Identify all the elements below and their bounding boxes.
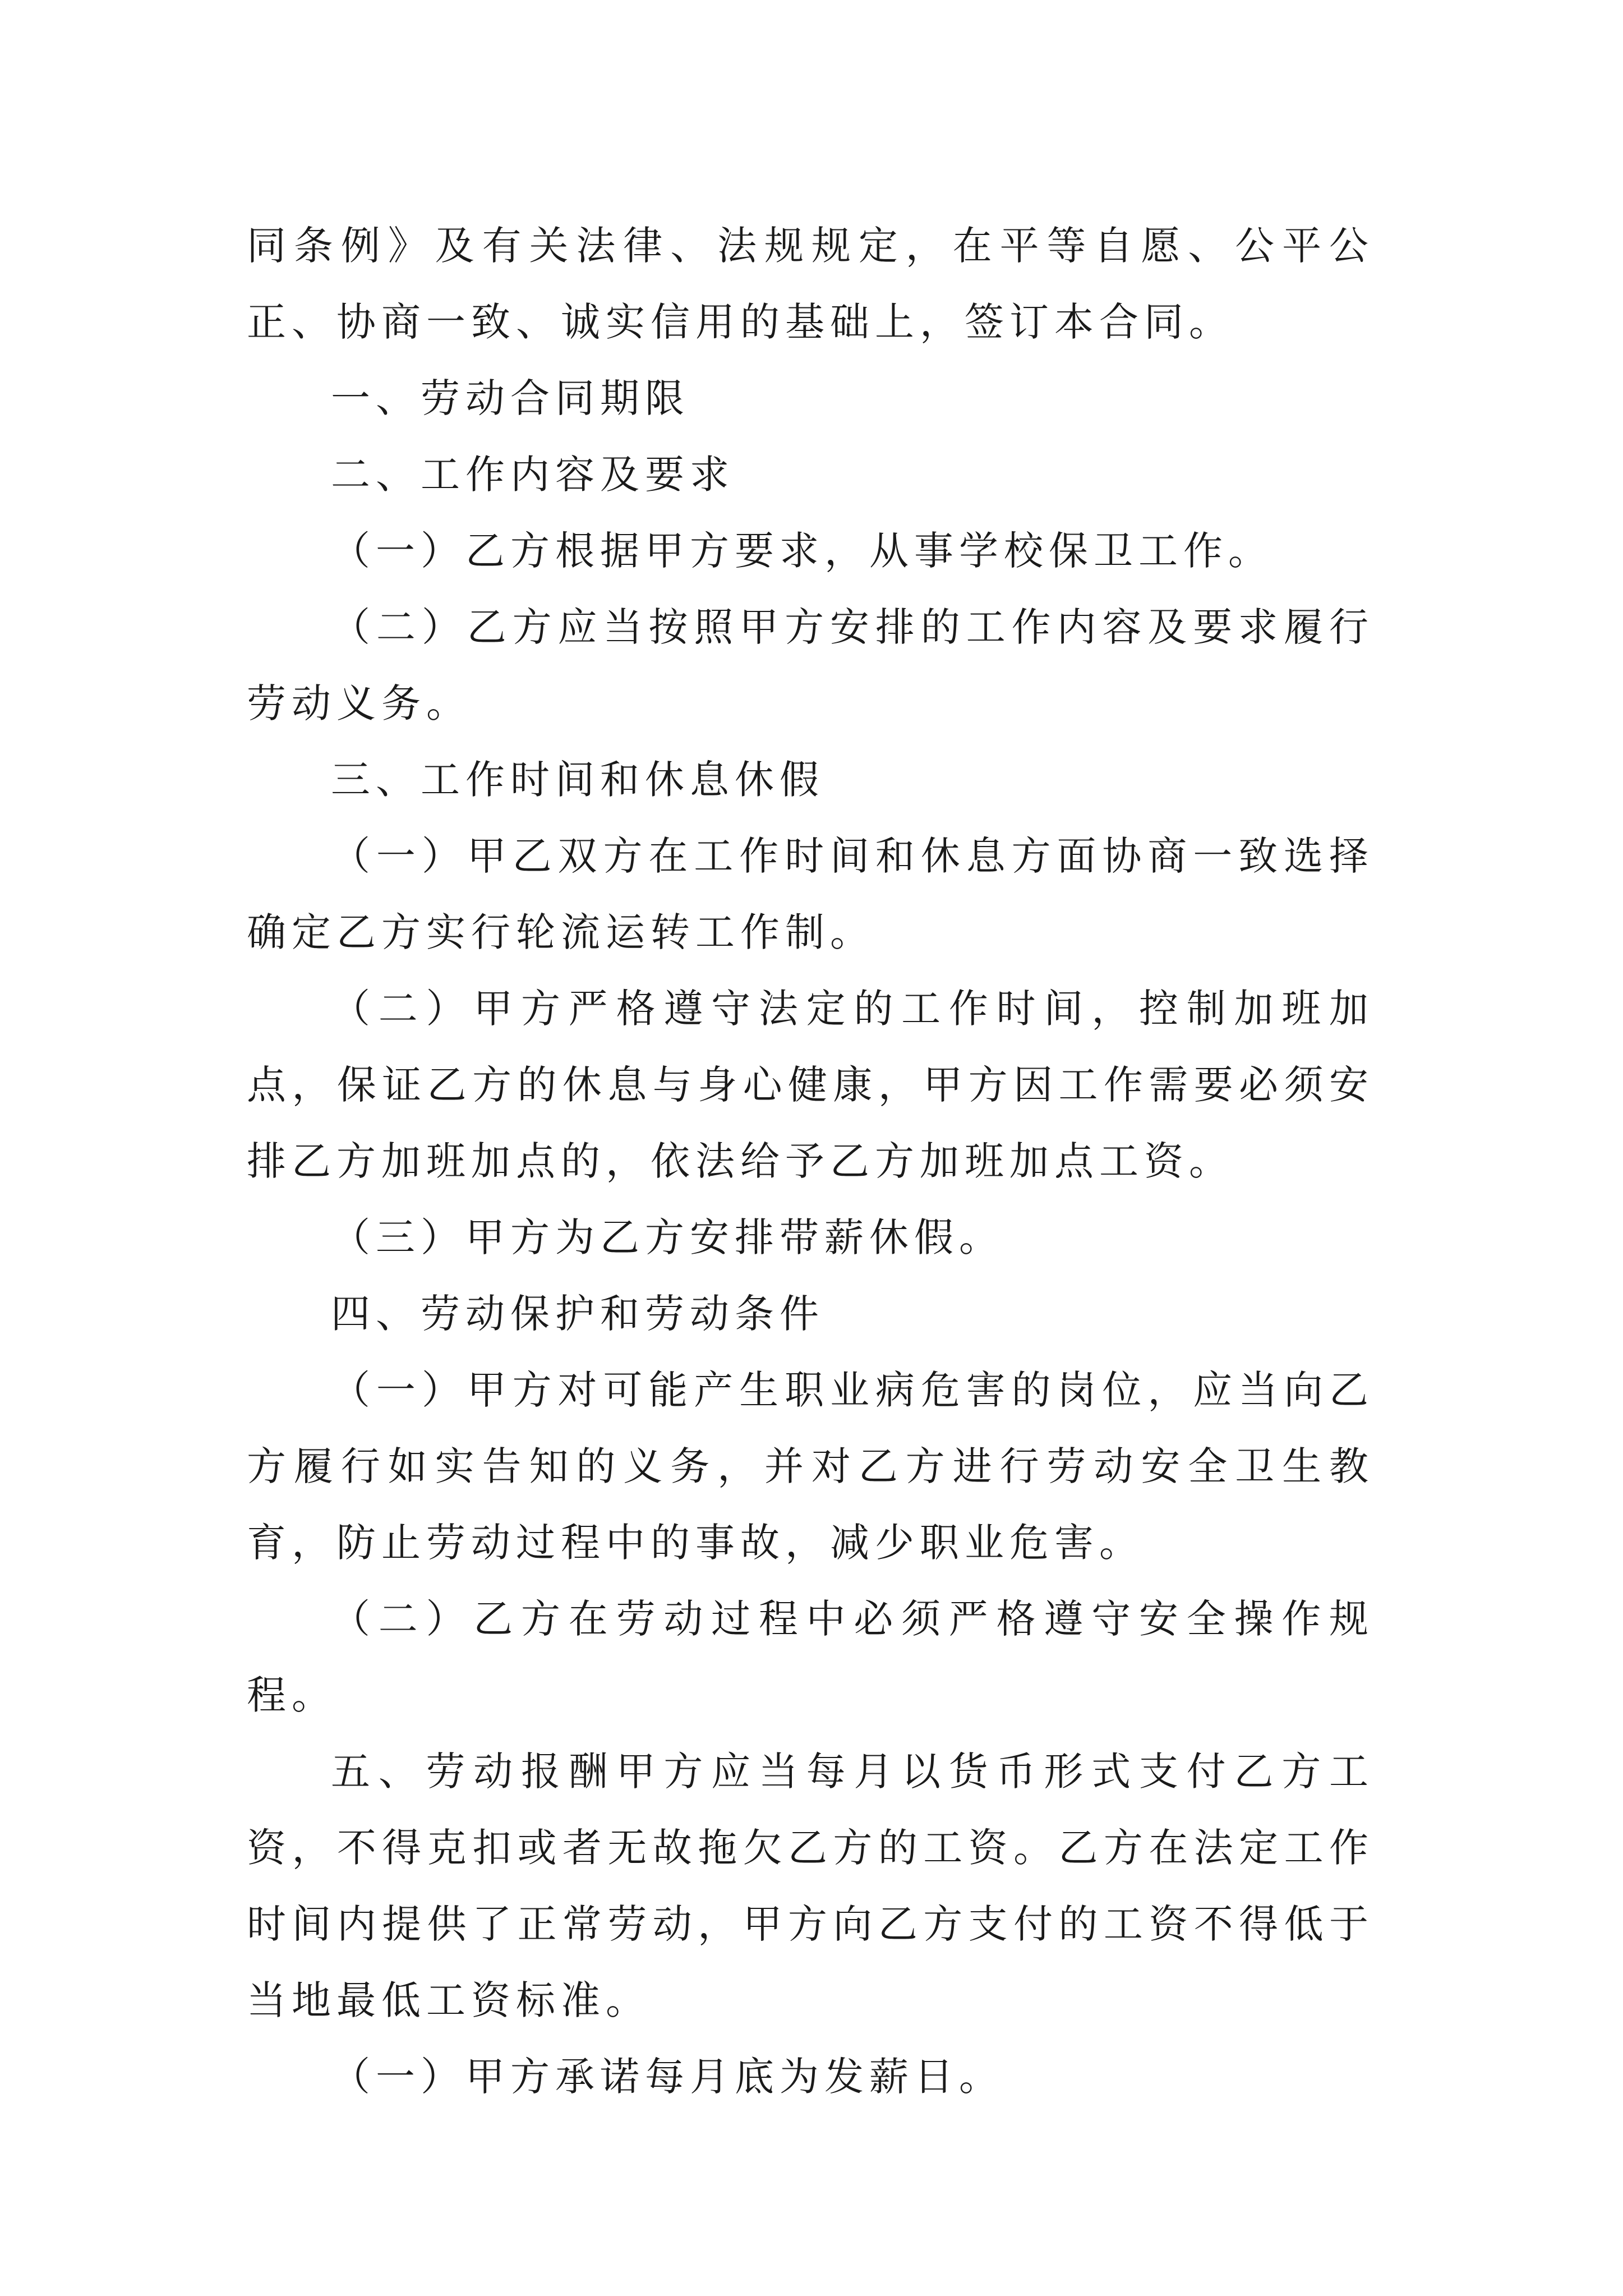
clause-4-2: （二）乙方在劳动过程中必须严格遵守安全操作规程。 (247, 1596, 1374, 1718)
clause-3-3: （三）甲方为乙方安排带薪休假。 (331, 1214, 1004, 1260)
document-body (247, 208, 1374, 2115)
clause-3-1: （一）甲乙双方在工作时间和休息方面协商一致选择确定乙方实行轮流运转工作制。 (247, 833, 1374, 955)
clause-2-2: （二）乙方应当按照甲方安排的工作内容及要求履行劳动义务。 (247, 604, 1374, 726)
paragraph-continuation: 同条例》及有关法律、法规规定，在平等自愿、公平公正、协商一致、诚实信用的基础上，签订本合同。 (247, 223, 1374, 345)
clause-2-1: （一）乙方根据甲方要求，从事学校保卫工作。 (331, 528, 1273, 574)
clause-5-1: （一）甲方承诺每月底为发薪日。 (331, 2054, 1004, 2100)
section-heading-contract-term: 一、劳动合同期限 (331, 375, 690, 421)
section-heading-working-hours: 三、工作时间和休息休假 (331, 757, 824, 803)
section-heading-remuneration: 五、劳动报酬甲方应当每月以货币形式支付乙方工资，不得克扣或者无故拖欠乙方的工资。乙方在法定工作时间内提供了正常劳动，甲方向乙方支付的工资不得低于当地最低工资标准。 (247, 1749, 1374, 2023)
clause-4-1: （一）甲方对可能产生职业病危害的岗位，应当向乙方履行如实告知的义务，并对乙方进行劳动安全卫生教育，防止劳动过程中的事故，减少职业危害。 (247, 1367, 1374, 1566)
section-heading-labor-protection: 四、劳动保护和劳动条件 (331, 1291, 824, 1337)
section-heading-work-content: 二、工作内容及要求 (331, 452, 735, 498)
clause-3-2: （二）甲方严格遵守法定的工作时间，控制加班加点，保证乙方的休息与身心健康，甲方因工作需要必须安排乙方加班加点的，依法给予乙方加班加点工资。 (247, 986, 1374, 1184)
